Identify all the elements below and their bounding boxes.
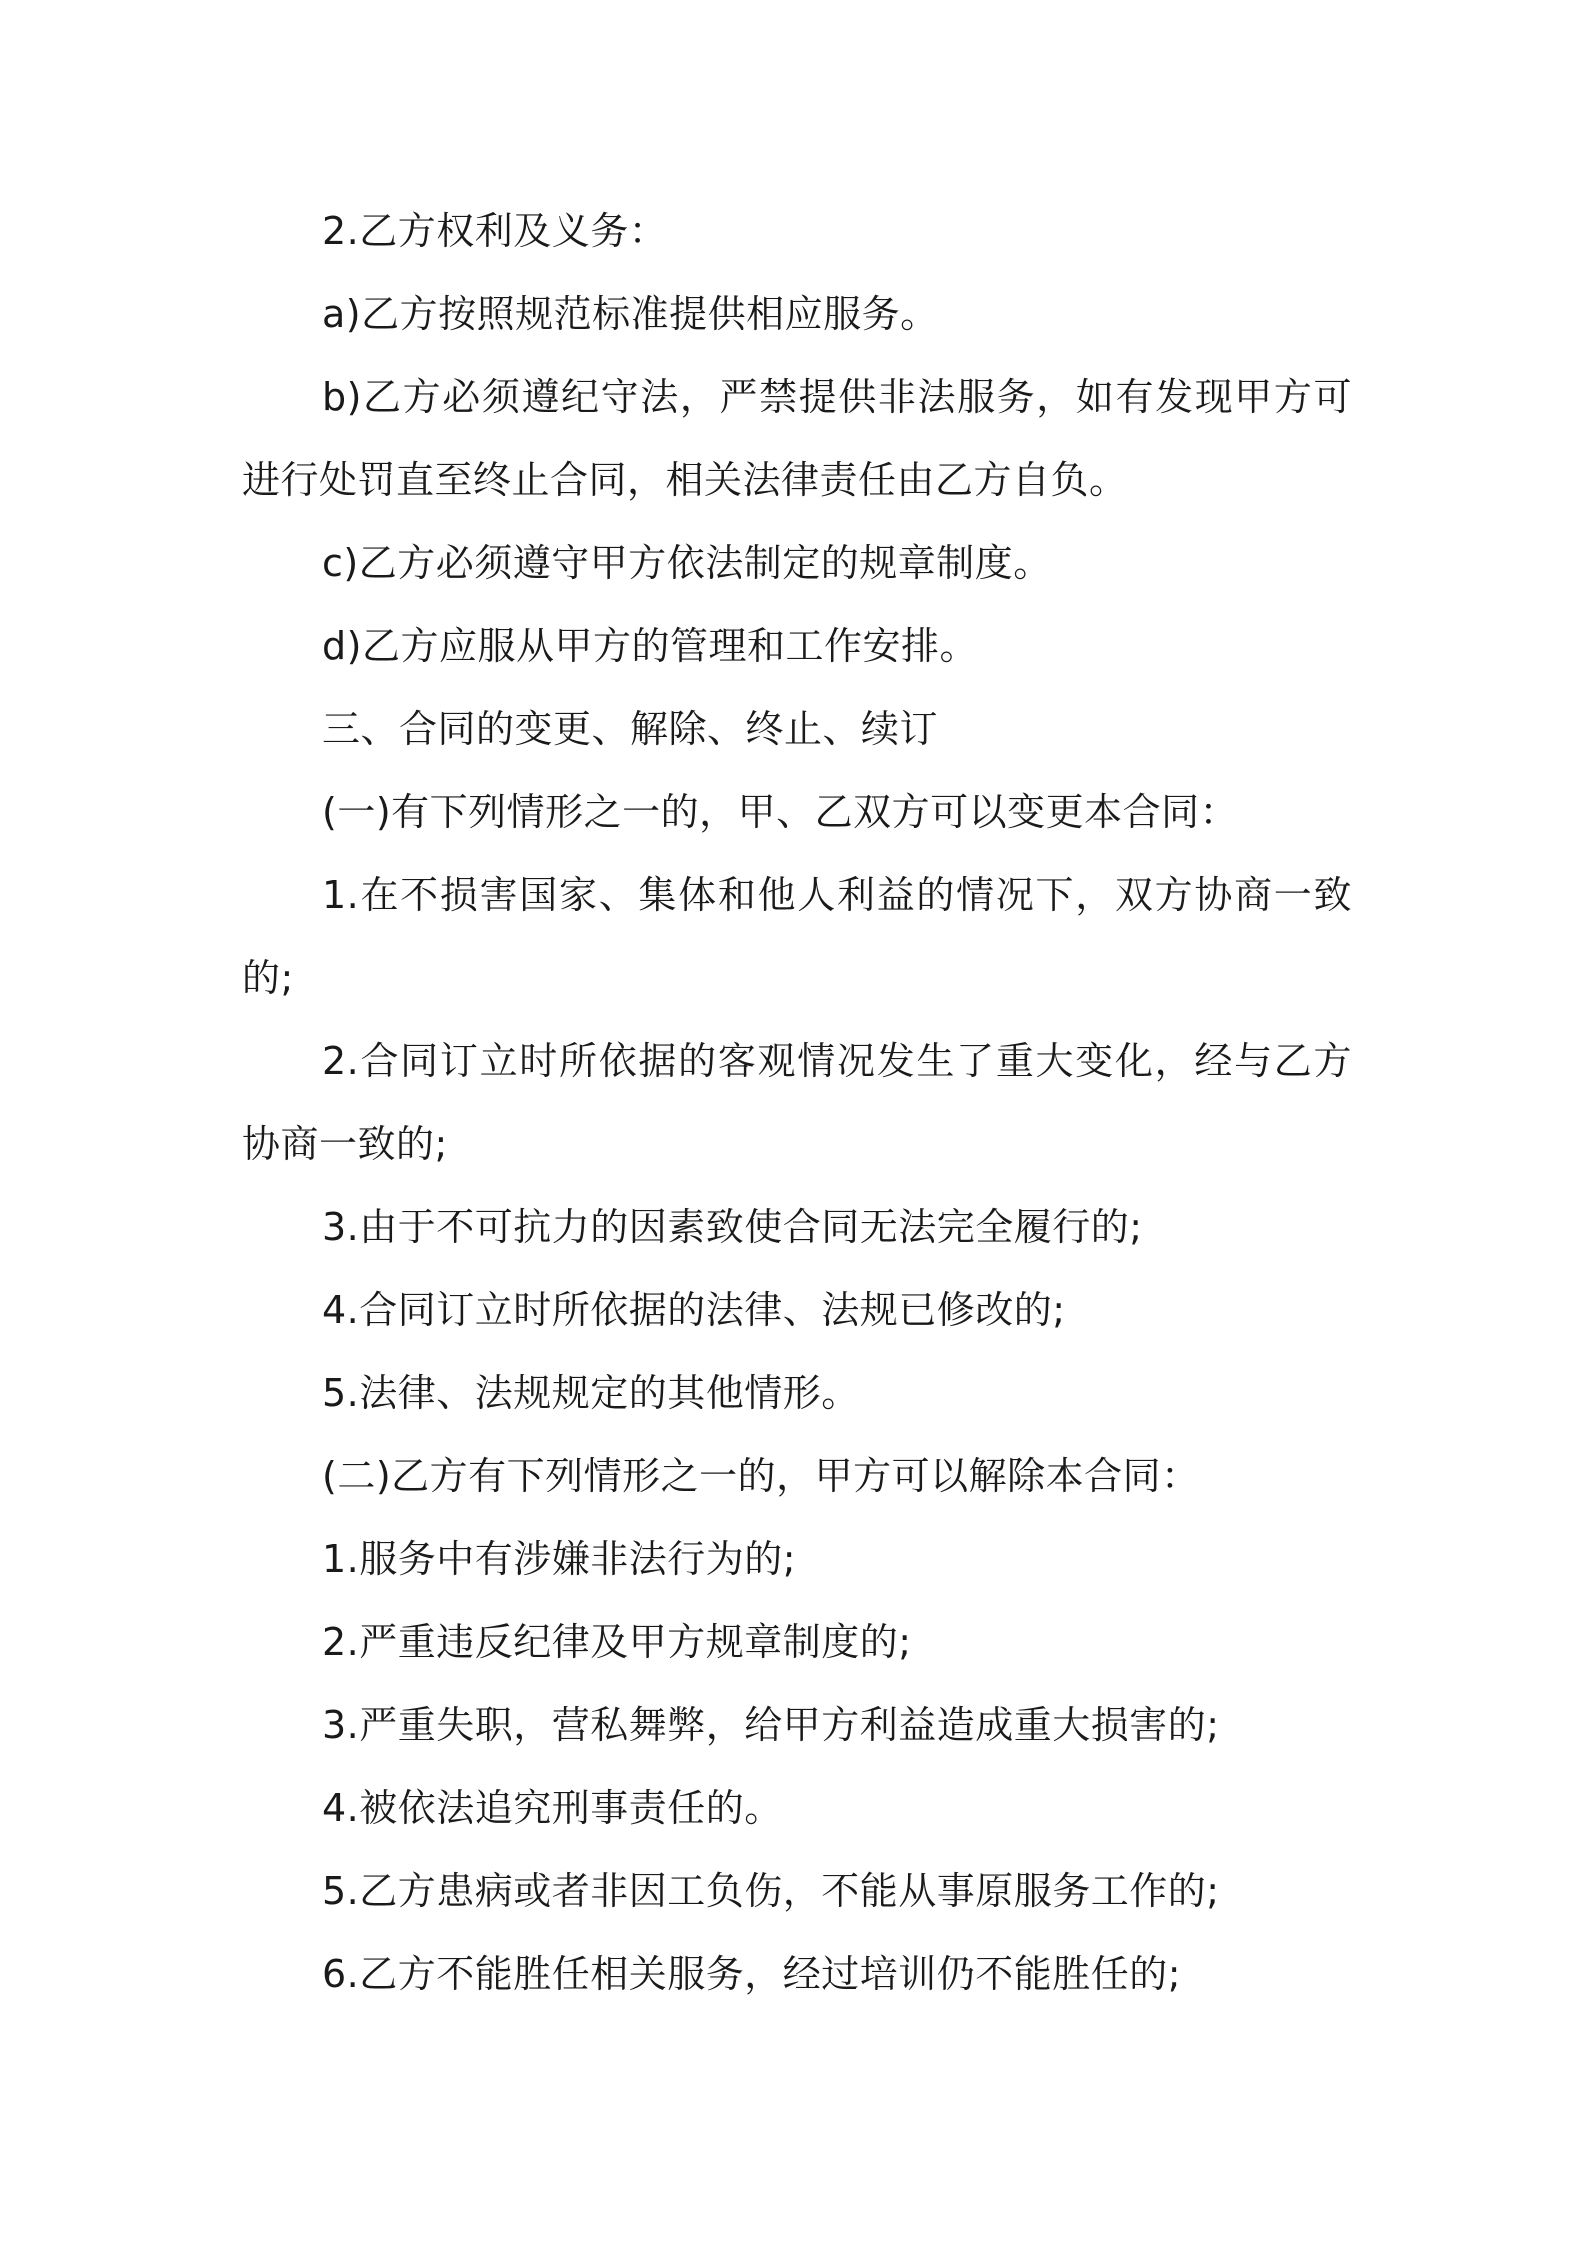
modification-item-5: 5.法律、法规规定的其他情形。 <box>322 1371 860 1415</box>
termination-item-6: 6.乙方不能胜任相关服务，经过培训仍不能胜任的; <box>322 1952 1182 1996</box>
subsection-heading-modification: (一)有下列情形之一的，甲、乙双方可以变更本合同： <box>322 790 1239 834</box>
section-heading-contract-changes: 三、合同的变更、解除、终止、续订 <box>322 707 939 751</box>
clause-a: a)乙方按照规范标准提供相应服务。 <box>322 292 939 336</box>
modification-item-2: 2.合同订立时所依据的客观情况发生了重大变化，经与乙方协商一致的; <box>242 1039 1352 1166</box>
termination-item-1: 1.服务中有涉嫌非法行为的; <box>322 1537 797 1581</box>
document-body <box>242 190 1352 2016</box>
termination-item-5: 5.乙方患病或者非因工负伤，不能从事原服务工作的; <box>322 1869 1220 1913</box>
clause-b: b)乙方必须遵纪守法，严禁提供非法服务，如有发现甲方可进行处罚直至终止合同，相关法律责任由乙方自负。 <box>242 375 1352 502</box>
section-heading-party-b-rights: 2.乙方权利及义务： <box>322 209 668 253</box>
clause-c: c)乙方必须遵守甲方依法制定的规章制度。 <box>322 541 1052 585</box>
modification-item-1: 1.在不损害国家、集体和他人利益的情况下，双方协商一致的; <box>242 873 1352 1000</box>
subsection-heading-termination: (二)乙方有下列情形之一的，甲方可以解除本合同： <box>322 1454 1200 1498</box>
modification-item-4: 4.合同订立时所依据的法律、法规已修改的; <box>322 1288 1066 1332</box>
termination-item-2: 2.严重违反纪律及甲方规章制度的; <box>322 1620 912 1664</box>
termination-item-3: 3.严重失职，营私舞弊，给甲方利益造成重大损害的; <box>322 1703 1220 1747</box>
termination-item-4: 4.被依法追究刑事责任的。 <box>322 1786 783 1830</box>
modification-item-3: 3.由于不可抗力的因素致使合同无法完全履行的; <box>322 1205 1143 1249</box>
clause-d: d)乙方应服从甲方的管理和工作安排。 <box>322 624 978 668</box>
